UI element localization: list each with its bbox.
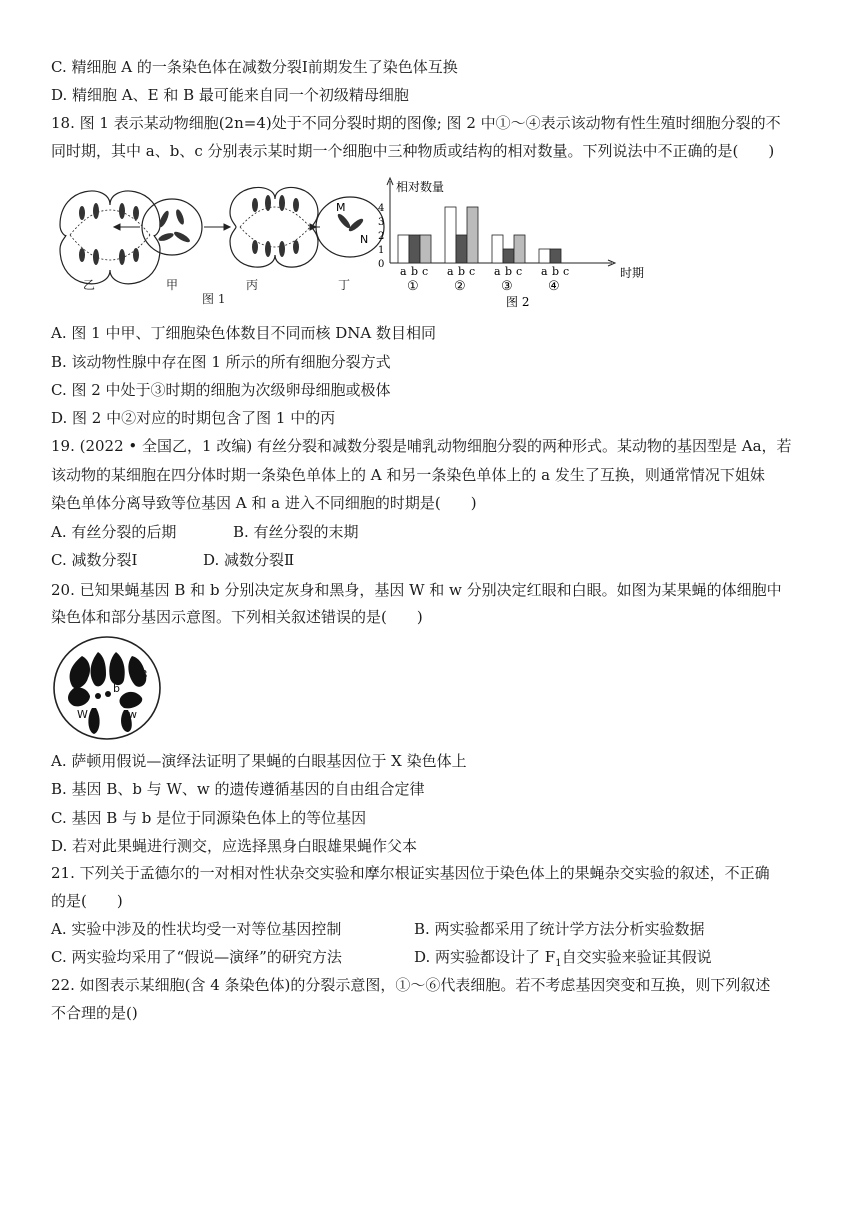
q22-stem-line2: 不合理的是() xyxy=(51,1004,138,1022)
q20-stem-line1: 20. 已知果蝇基因 B 和 b 分别决定灰身和黑身，基因 W 和 w 分别决定红眼和白眼。如图为某果蝇的体细胞中 xyxy=(51,581,782,599)
cell-bing-outline xyxy=(230,187,318,267)
label-jia: 甲 xyxy=(166,278,179,292)
period-label-1: ① xyxy=(407,279,419,294)
q21-options-row1 xyxy=(51,919,705,939)
bar-letter-3-a: a xyxy=(494,265,501,278)
q19-stem-line1: 19. (2022 • 全国乙，1 改编) 有丝分裂和减数分裂是哺乳动物细胞分裂的两种形式。某动物的基因型是 Aa，若 xyxy=(51,437,792,455)
figure-2-caption: 图 2 xyxy=(506,295,530,309)
bar-letter-2-b: b xyxy=(458,265,466,278)
bar-2-b xyxy=(456,235,467,263)
bar-2-c xyxy=(467,207,478,263)
bar-3-c xyxy=(514,235,525,263)
q18-option-d: D. 图 2 中②对应的时期包含了图 1 中的丙 xyxy=(51,409,336,427)
figure-1 xyxy=(50,175,390,315)
option-c-q17: C. 精细胞 A 的一条染色体在减数分裂Ⅰ前期发生了染色体互换 xyxy=(51,58,458,76)
q22-stem-line1: 22. 如图表示某细胞(含 4 条染色体)的分裂示意图，①～⑥代表细胞。若不考虑基因突变和互换，则下列叙述 xyxy=(51,976,771,994)
bar-letter-4-c: c xyxy=(563,265,570,278)
x-axis-label: 时期 xyxy=(620,266,645,280)
bar-letter-2-a: a xyxy=(447,265,454,278)
y-tick-0: 0 xyxy=(378,259,385,270)
q19-option-d: D. 减数分裂Ⅱ xyxy=(203,551,295,569)
gene-w-lower: w xyxy=(128,708,137,721)
q19-stem-line2: 该动物的某细胞在四分体时期一条染色单体上的 A 和另一条染色单体上的 a 发生了互换，则通常情况下姐妹 xyxy=(51,466,765,484)
y-axis-label: 相对数量 xyxy=(396,180,445,194)
q19-option-a: A. 有丝分裂的后期 xyxy=(51,523,177,541)
option-d-q17: D. 精细胞 A、E 和 B 最可能来自同一个初级精母细胞 xyxy=(51,86,409,104)
chromosome-3 xyxy=(109,652,124,685)
chromosome-5 xyxy=(68,687,90,706)
label-yi: 乙 xyxy=(83,278,96,292)
q21-option-d: D. 两实验都设计了 $F_1$自交实验来验证其假说 xyxy=(414,948,712,969)
bar-letter-4-a: a xyxy=(541,265,548,278)
y-tick-1: 1 xyxy=(378,245,385,256)
q18-option-a: A. 图 1 中甲、丁细胞染色体数目不同而核 DNA 数目相同 xyxy=(51,324,436,342)
bar-1-b xyxy=(409,235,420,263)
q20-option-d: D. 若对此果蝇进行测交，应选择黑身白眼雄果蝇作父本 xyxy=(51,837,418,855)
q18-stem-line1: 18. 图 1 表示某动物细胞(2n=4)处于不同分裂时期的图像; 图 2 中①～④表示该动物有性生殖时细胞分裂的不 xyxy=(51,114,781,132)
bar-3-b xyxy=(503,249,514,263)
gene-b-upper: B xyxy=(140,668,148,681)
q21-options-row2 xyxy=(51,947,712,974)
q20-option-b: B. 基因 B、b 与 W、w 的遗传遵循基因的自由组合定律 xyxy=(51,780,425,798)
q21-option-c: C. 两实验均采用了“假说—演绎”的研究方法 xyxy=(51,948,342,966)
period-label-2: ② xyxy=(454,279,466,294)
dot-chromosome-2 xyxy=(105,691,111,697)
q18-option-b: B. 该动物性腺中存在图 1 所示的所有细胞分裂方式 xyxy=(51,353,391,371)
dot-chromosome-1 xyxy=(95,693,101,699)
bar-2-a xyxy=(445,207,456,263)
y-tick-2: 2 xyxy=(378,231,385,242)
bar-1-a xyxy=(398,235,409,263)
figure-1-caption: 图 1 xyxy=(202,292,226,306)
cell-membrane xyxy=(54,637,160,739)
bar-letter-1-b: b xyxy=(411,265,419,278)
y-tick-3: 3 xyxy=(378,217,385,228)
label-bing: 丙 xyxy=(246,278,259,292)
period-label-3: ③ xyxy=(501,279,513,294)
q18-stem-line2: 同时期，其中 a、b、c 分别表示某时期一个细胞中三种物质或结构的相对数量。下列说法中不正确的是( ) xyxy=(51,142,775,160)
bar-letter-3-b: b xyxy=(505,265,513,278)
cell-yi-outline xyxy=(60,191,160,284)
bar-4-b xyxy=(550,249,561,263)
period-label-4: ④ xyxy=(548,279,560,294)
q18-option-c: C. 图 2 中处于③时期的细胞为次级卵母细胞或极体 xyxy=(51,381,391,399)
label-ding: 丁 xyxy=(338,278,351,292)
q19-option-c: C. 减数分裂Ⅰ xyxy=(51,551,138,569)
q19-options-row2 xyxy=(51,550,294,570)
figure-2-chart xyxy=(372,173,672,315)
gene-label-n: N xyxy=(360,233,369,246)
q20-option-c: C. 基因 B 与 b 是位于同源染色体上的等位基因 xyxy=(51,809,367,827)
q21-option-b: B. 两实验都采用了统计学方法分析实验数据 xyxy=(414,920,705,938)
bar-letter-3-c: c xyxy=(516,265,523,278)
bar-1-c xyxy=(420,235,431,263)
gene-label-m: M xyxy=(336,201,346,214)
y-tick-4: 4 xyxy=(378,203,385,214)
bar-letter-1-c: c xyxy=(422,265,429,278)
chromosome-6 xyxy=(120,692,143,708)
bar-4-a xyxy=(539,249,550,263)
bar-letter-4-b: b xyxy=(552,265,560,278)
q19-option-b: B. 有丝分裂的末期 xyxy=(233,523,359,541)
q20-stem-line2: 染色体和部分基因示意图。下列相关叙述错误的是( ) xyxy=(51,608,423,626)
chromosome-2 xyxy=(91,652,106,686)
cell-jia-outline xyxy=(142,199,202,255)
q20-option-a: A. 萨顿用假说—演绎法证明了果蝇的白眼基因位于 X 染色体上 xyxy=(51,752,467,770)
q21-stem-line2: 的是( ) xyxy=(51,892,123,910)
bar-letter-1-a: a xyxy=(400,265,407,278)
fruit-fly-chromosome-figure xyxy=(52,634,164,742)
bar-letter-2-c: c xyxy=(469,265,476,278)
gene-b-lower: b xyxy=(113,682,120,695)
chromosome-1 xyxy=(70,656,90,688)
q21-option-a: A. 实验中涉及的性状均受一对等位基因控制 xyxy=(51,920,342,938)
q21-stem-line1: 21. 下列关于孟德尔的一对相对性状杂交实验和摩尔根证实基因位于染色体上的果蝇杂交实验的叙述，不正确 xyxy=(51,864,770,882)
gene-w-upper: W xyxy=(77,708,88,721)
bar-3-a xyxy=(492,235,503,263)
q19-options-row1 xyxy=(51,522,359,542)
q19-stem-line3: 染色单体分离导致等位基因 A 和 a 进入不同细胞的时期是( ) xyxy=(51,494,477,512)
chromosome-x xyxy=(88,708,99,734)
